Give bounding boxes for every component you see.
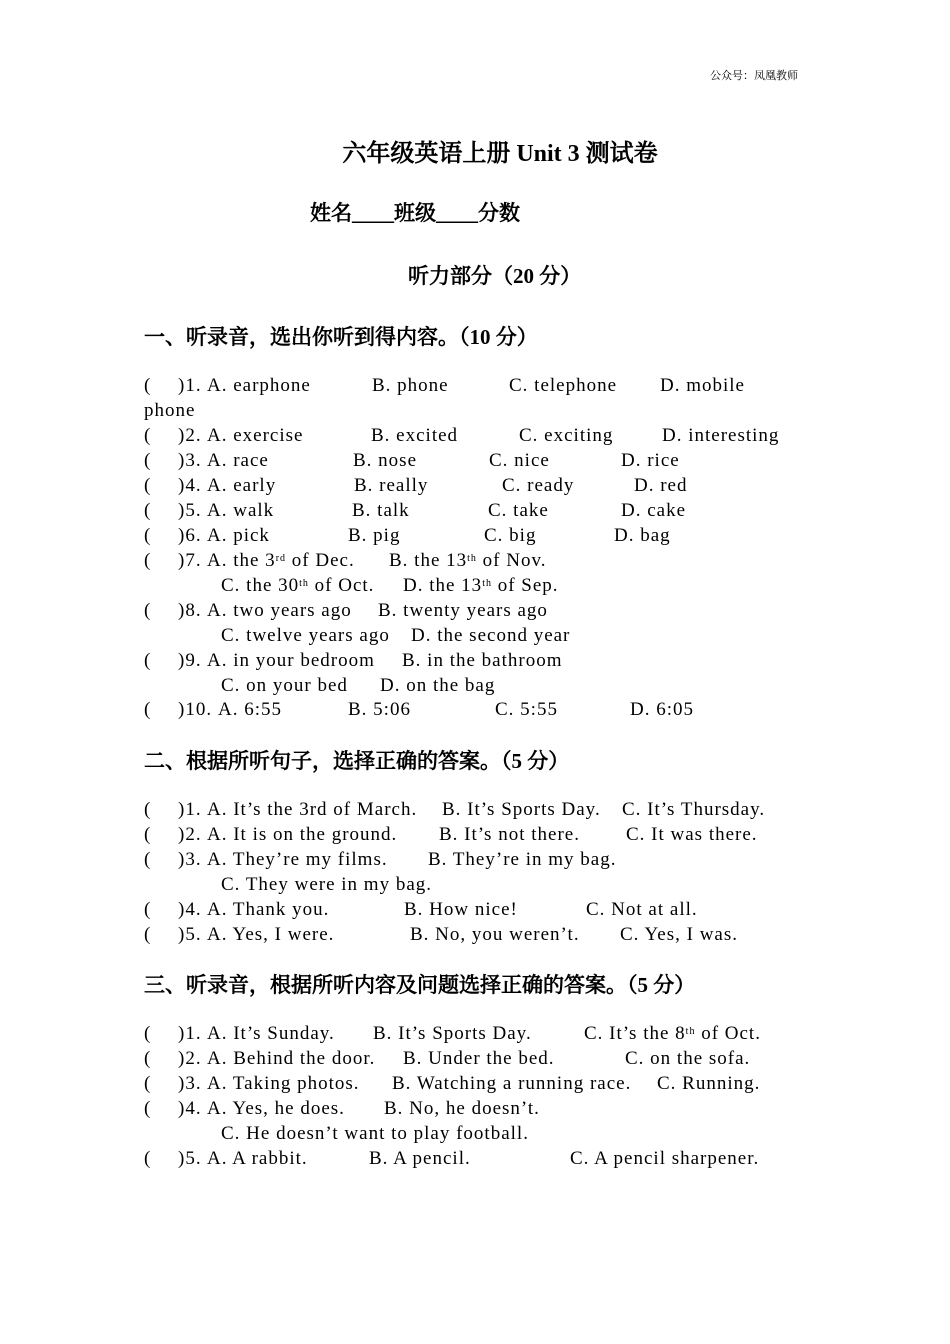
option-b: B. really: [354, 475, 429, 496]
question-number: )9.: [178, 650, 202, 671]
option-c: C. nice: [489, 450, 550, 471]
question-number: )10.: [178, 699, 213, 720]
question-number: )1.: [178, 799, 202, 820]
section2-title: 二、根据所听句子，选择正确的答案。（5 分）: [144, 749, 570, 773]
answer-blank: (: [144, 1148, 152, 1169]
option-b: B. pig: [348, 525, 401, 546]
question-number: )2.: [178, 1048, 202, 1069]
question-number: )3.: [178, 849, 202, 870]
answer-blank: (: [144, 550, 152, 571]
option-c: C. ready: [502, 475, 575, 496]
option-c: C. Yes, I was.: [620, 924, 738, 945]
option-a: A. Thank you.: [207, 899, 330, 920]
question-number: )2.: [178, 824, 202, 845]
section1-title: 一、听录音，选出你听到得内容。（10 分）: [144, 325, 538, 349]
option-c: C. He doesn’t want to play football.: [221, 1123, 529, 1144]
answer-blank: (: [144, 525, 152, 546]
option-d: D. cake: [621, 500, 687, 521]
option-d: D. mobile: [660, 375, 745, 396]
question-number: )7.: [178, 550, 202, 571]
option-c: C. They were in my bag.: [221, 874, 433, 895]
option-b: B. Under the bed.: [403, 1048, 555, 1069]
option-c: C. twelve years ago: [221, 625, 390, 646]
option-b: B. It’s Sports Day.: [442, 799, 601, 820]
answer-blank: (: [144, 650, 152, 671]
option-c: C. 5:55: [495, 699, 558, 720]
option-a: A. Behind the door.: [207, 1048, 376, 1069]
option-b: B. excited: [371, 425, 459, 446]
option-b: B. phone: [372, 375, 449, 396]
answer-blank: (: [144, 450, 152, 471]
answer-blank: (: [144, 924, 152, 945]
option-b: B. in the bathroom: [402, 650, 563, 671]
option-a: A. exercise: [207, 425, 304, 446]
option-b: B. How nice!: [404, 899, 518, 920]
option-a: A. It is on the ground.: [207, 824, 398, 845]
option-c: C. Not at all.: [586, 899, 698, 920]
option-a: A. A rabbit.: [207, 1148, 308, 1169]
option-a: A. earphone: [207, 375, 311, 396]
option-a: A. 6:55: [218, 699, 282, 720]
option-a: A. Yes, I were.: [207, 924, 335, 945]
option-c: C. the 30th of Oct.: [221, 575, 375, 596]
question-number: )6.: [178, 525, 202, 546]
option-a: A. It’s the 3rd of March.: [207, 799, 418, 820]
option-d: D. on the bag: [380, 675, 496, 696]
option-b: B. They’re in my bag.: [428, 849, 617, 870]
option-c: C. on your bed: [221, 675, 348, 696]
student-info-line: 姓名____班级____分数: [310, 201, 520, 225]
option-a: A. They’re my films.: [207, 849, 388, 870]
answer-blank: (: [144, 1098, 152, 1119]
option-b: B. the 13th of Nov.: [389, 550, 547, 571]
question-number: )1.: [178, 375, 202, 396]
option-d: D. 6:05: [630, 699, 694, 720]
option-a: A. two years ago: [207, 600, 352, 621]
option-b: B. No, you weren’t.: [410, 924, 580, 945]
option-b: B. It’s not there.: [439, 824, 580, 845]
option-b: B. A pencil.: [369, 1148, 471, 1169]
question-number: )5.: [178, 1148, 202, 1169]
option-d: D. red: [634, 475, 688, 496]
answer-blank: (: [144, 699, 152, 720]
answer-blank: (: [144, 899, 152, 920]
option-b: B. 5:06: [348, 699, 411, 720]
option-b: B. nose: [353, 450, 417, 471]
option-a: A. It’s Sunday.: [207, 1023, 335, 1044]
option-d: D. the 13th of Sep.: [403, 575, 559, 596]
question-number: )4.: [178, 475, 202, 496]
question-number: )3.: [178, 450, 202, 471]
answer-blank: (: [144, 500, 152, 521]
answer-blank: (: [144, 1048, 152, 1069]
question-number: )5.: [178, 924, 202, 945]
option-c: C. telephone: [509, 375, 618, 396]
question-number: )5.: [178, 500, 202, 521]
answer-blank: (: [144, 799, 152, 820]
option-a: A. race: [207, 450, 269, 471]
option-c: C. on the sofa.: [625, 1048, 751, 1069]
option-b: B. No, he doesn’t.: [384, 1098, 540, 1119]
question-number: )4.: [178, 899, 202, 920]
answer-blank: (: [144, 1073, 152, 1094]
answer-blank: (: [144, 600, 152, 621]
option-d-continued: phone: [144, 400, 196, 421]
option-a: A. pick: [207, 525, 270, 546]
option-c: C. A pencil sharpener.: [570, 1148, 760, 1169]
question-number: )1.: [178, 1023, 202, 1044]
option-d: D. rice: [621, 450, 680, 471]
option-d: D. interesting: [662, 425, 780, 446]
answer-blank: (: [144, 849, 152, 870]
answer-blank: (: [144, 1023, 152, 1044]
option-b: B. talk: [352, 500, 410, 521]
question-number: )8.: [178, 600, 202, 621]
option-c: C. It’s the 8th of Oct.: [584, 1023, 761, 1044]
header-note: 公众号：凤凰教师: [710, 70, 798, 82]
option-b: B. twenty years ago: [378, 600, 548, 621]
option-c: C. big: [484, 525, 537, 546]
option-a: A. Taking photos.: [207, 1073, 360, 1094]
option-b: B. Watching a running race.: [392, 1073, 632, 1094]
question-number: )3.: [178, 1073, 202, 1094]
option-c: C. take: [488, 500, 549, 521]
option-c: C. Running.: [657, 1073, 761, 1094]
answer-blank: (: [144, 475, 152, 496]
option-a: A. early: [207, 475, 277, 496]
option-d: D. the second year: [411, 625, 571, 646]
option-c: C. It’s Thursday.: [622, 799, 766, 820]
question-number: )2.: [178, 425, 202, 446]
section3-title: 三、听录音，根据所听内容及问题选择正确的答案。（5 分）: [144, 973, 696, 997]
option-c: C. exciting: [519, 425, 614, 446]
option-d: D. bag: [614, 525, 671, 546]
option-c: C. It was there.: [626, 824, 758, 845]
option-a: A. the 3rd of Dec.: [207, 550, 355, 571]
option-b: B. It’s Sports Day.: [373, 1023, 532, 1044]
answer-blank: (: [144, 824, 152, 845]
answer-blank: (: [144, 375, 152, 396]
question-number: )4.: [178, 1098, 202, 1119]
listening-part-title: 听力部分（20 分）: [408, 264, 582, 288]
option-a: A. walk: [207, 500, 275, 521]
answer-blank: (: [144, 425, 152, 446]
option-a: A. Yes, he does.: [207, 1098, 345, 1119]
option-a: A. in your bedroom: [207, 650, 375, 671]
page-title: 六年级英语上册 Unit 3 测试卷: [342, 141, 658, 167]
